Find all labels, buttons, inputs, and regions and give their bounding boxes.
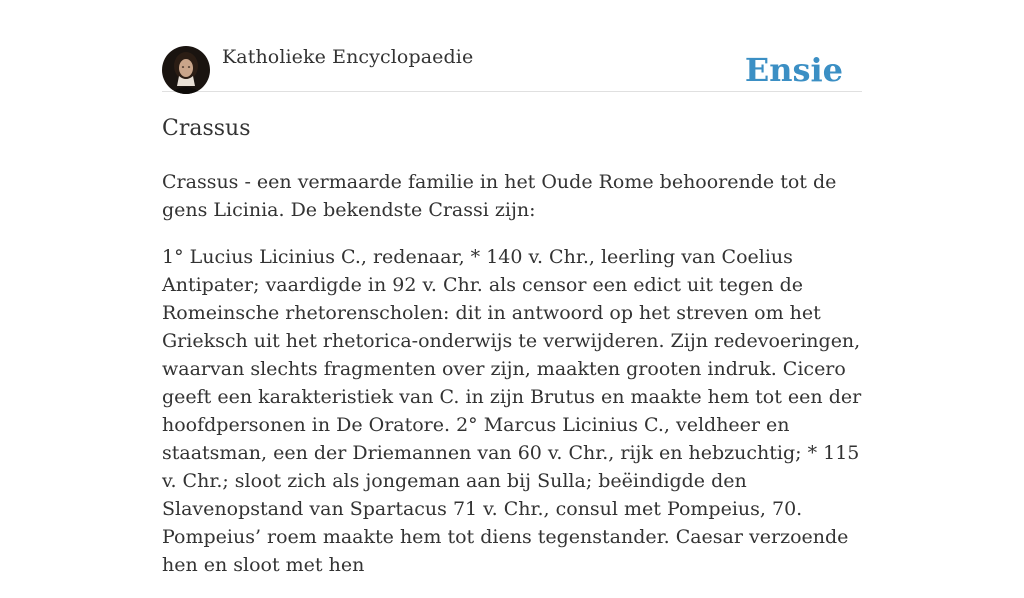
source-title[interactable]: Katholieke Encyclopaedie bbox=[222, 46, 474, 68]
site-header bbox=[162, 42, 862, 92]
article-paragraph: 1° Lucius Licinius C., redenaar, * 140 v. Chr., leerling van Coelius Antipater; vaardigde in 92 v. Chr. als censor een edict uit tegen de Romeinsche rhetorenscholen: dit in antwoord op het streven om het Grieksch uit het rhetorica-onderwijs te verwijderen. Zijn redevoeringen, waarvan slechts fragmenten over zijn, maakten grooten indruk. Cicero geeft een karakteristiek van C. in zijn Brutus en maakte hem tot een der hoofdpersonen in De Oratore. 2° Marcus Licinius C., veldheer en staatsman, een der Driemannen van 60 v. Chr., rijk en hebzuchtig; * 115 v. Chr.; sloot zich als jongeman aan bij Sulla; beëindigde den Slavenopstand van Spartacus 71 v. Chr., consul met Pompeius, 70. Pompeius’ roem maakte hem tot diens tegenstander. Caesar verzoende hen en sloot met hen bbox=[162, 246, 862, 576]
source-avatar[interactable] bbox=[162, 46, 210, 94]
article-body bbox=[162, 168, 867, 598]
ensie-logo[interactable]: Ensie bbox=[744, 51, 843, 89]
portrait-icon bbox=[162, 46, 210, 94]
article-title: Crassus bbox=[162, 116, 251, 141]
article-paragraph: Crassus - een vermaarde familie in het Oude Rome behoorende tot de gens Licinia. De bekendste Crassi zijn: bbox=[162, 171, 837, 221]
